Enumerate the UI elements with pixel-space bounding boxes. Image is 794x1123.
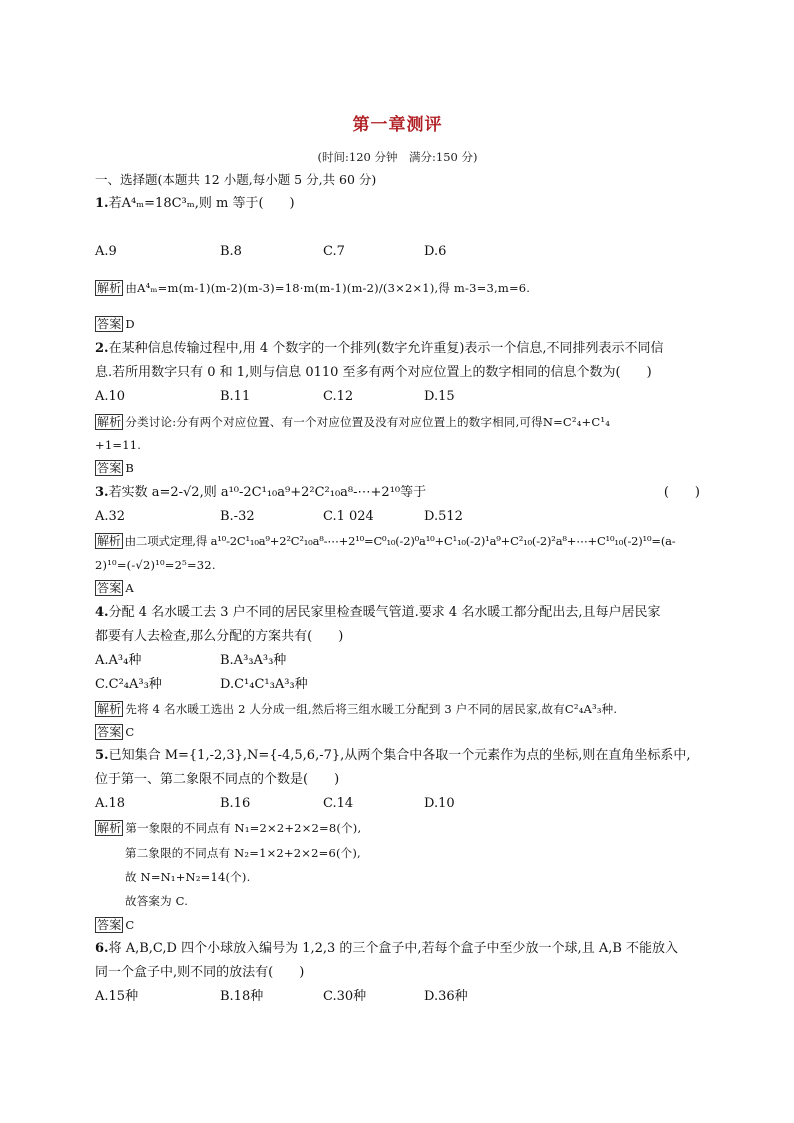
answer-tag: 答案 <box>97 725 122 739</box>
analysis-5-line-2: 第二象限的不同点有 N₂=1×2+2×2=6(个), <box>125 846 361 860</box>
option-c: C.30种 <box>323 989 367 1004</box>
answer-value: A <box>125 581 134 595</box>
question-5-stem: 已知集合 M={1,-2,3},N={-4,5,6,-7},从两个集合中各取一个元素作为点的坐标,则在直角坐标系中, <box>108 748 691 763</box>
question-6-stem-line-2: 同一个盒子中,则不同的放法有( ) <box>95 965 305 980</box>
option-a: A.A³₄种 <box>95 653 142 668</box>
question-2-stem-line-2: 息.若所用数字只有 0 和 1,则与信息 0110 至多有两个对应位置上的数字相同的信息个数为( ) <box>95 365 652 380</box>
question-number: 3. <box>95 485 109 500</box>
option-b: B.16 <box>220 796 251 811</box>
option-d: D.15 <box>424 389 455 404</box>
option-a: A.9 <box>95 244 117 259</box>
option-c: C.7 <box>323 244 345 259</box>
analysis-text: 由A⁴ₘ=m(m-1)(m-2)(m-3)=18·m(m-1)(m-2)/(3×2×1),得 m-3=3,m=6. <box>125 281 531 295</box>
question-6 <box>95 941 678 957</box>
question-number: 6. <box>95 941 109 956</box>
answer-3 <box>95 580 134 596</box>
option-d: D.6 <box>424 244 447 259</box>
option-b: B.A³₃A³₃种 <box>220 653 287 668</box>
option-a: A.10 <box>95 389 126 404</box>
analysis-5-line-3: 故 N=N₁+N₂=14(个). <box>125 870 251 884</box>
option-d: D.10 <box>424 796 455 811</box>
analysis-5-line-4: 故答案为 C. <box>125 894 189 908</box>
option-b: B.11 <box>220 389 251 404</box>
question-2 <box>95 341 664 357</box>
analysis-tag: 解析 <box>97 281 122 295</box>
question-5 <box>95 748 691 764</box>
analysis-text: 由二项式定理,得 a¹⁰-2C¹₁₀a⁹+2²C²₁₀a⁸-⋯+2¹⁰=C⁰₁₀(-2)⁰a¹⁰+C¹₁₀(-2)¹a⁹+C²₁₀(-2)²a⁸+⋯+C¹⁰₁₀(-2)¹⁰=(a- <box>124 534 676 548</box>
question-3-stem: 若实数 a=2-√2,则 a¹⁰-2C¹₁₀a⁹+2²C²₁₀a⁸-⋯+2¹⁰等于 <box>108 485 427 500</box>
question-4 <box>95 605 660 621</box>
analysis-5 <box>95 820 361 836</box>
option-d: D.C¹₄C¹₃A³₃种 <box>220 677 308 692</box>
question-1 <box>95 196 295 212</box>
question-number: 5. <box>95 748 109 763</box>
question-5-stem-line-2: 位于第一、第二象限不同点的个数是( ) <box>95 772 340 787</box>
exam-info: (时间:120 分钟 满分:150 分) <box>317 150 478 164</box>
answer-tag: 答案 <box>97 317 122 331</box>
question-number: 1. <box>95 196 109 211</box>
page-title: 第一章测评 <box>352 115 443 135</box>
question-number: 4. <box>95 605 109 620</box>
analysis-tag: 解析 <box>97 534 121 548</box>
answer-tag: 答案 <box>97 581 122 595</box>
question-3 <box>95 485 700 501</box>
option-a: A.18 <box>95 796 126 811</box>
option-c: C.14 <box>323 796 354 811</box>
option-a: A.15种 <box>95 989 139 1004</box>
analysis-text: 先将 4 名水暖工选出 2 人分成一组,然后将三组水暖工分配到 3 户不同的居民家,故有C²₄A³₃种. <box>125 702 618 716</box>
analysis-text: 第一象限的不同点有 N₁=2×2+2×2=8(个), <box>125 821 362 835</box>
section-heading: 一、选择题(本题共 12 小题,每小题 5 分,共 60 分) <box>95 172 377 187</box>
answer-value: D <box>125 317 135 331</box>
answer-value: C <box>125 725 135 739</box>
answer-1 <box>95 316 135 332</box>
question-number: 2. <box>95 341 109 356</box>
answer-value: B <box>125 461 135 475</box>
analysis-4 <box>95 701 617 717</box>
option-b: B.-32 <box>220 509 255 524</box>
option-a: A.32 <box>95 509 126 524</box>
question-4-stem: 分配 4 名水暖工去 3 户不同的居民家里检查暖气管道.要求 4 名水暖工都分配出去,且每户居民家 <box>108 605 661 620</box>
question-1-stem: 若A⁴ₘ=18C³ₘ,则 m 等于( ) <box>108 196 295 211</box>
option-d: D.512 <box>424 509 463 524</box>
option-c: C.C²₄A³₃种 <box>95 677 162 692</box>
option-b: B.18种 <box>220 989 264 1004</box>
analysis-2 <box>95 414 610 430</box>
answer-tag: 答案 <box>97 461 122 475</box>
answer-tag: 答案 <box>97 918 122 932</box>
option-b: B.8 <box>220 244 242 259</box>
analysis-1 <box>95 280 530 296</box>
question-6-stem: 将 A,B,C,D 四个小球放入编号为 1,2,3 的三个盒子中,若每个盒子中至少放一个球,且 A,B 不能放入 <box>108 941 679 956</box>
analysis-2-line-2: +1=11. <box>95 438 142 452</box>
analysis-text: 分类讨论:分有两个对应位置、有一个对应位置及没有对应位置上的数字相同,可得N=C²₄+C¹₄ <box>125 415 611 429</box>
answer-2 <box>95 460 134 476</box>
analysis-tag: 解析 <box>97 821 122 835</box>
analysis-3-line-2: 2)¹⁰=(-√2)¹⁰=2⁵=32. <box>95 558 216 572</box>
analysis-3 <box>95 533 675 549</box>
question-4-stem-line-2: 都要有人去检查,那么分配的方案共有( ) <box>95 629 344 644</box>
answer-5 <box>95 917 134 933</box>
answer-value: C <box>125 918 135 932</box>
option-d: D.36种 <box>424 989 468 1004</box>
analysis-tag: 解析 <box>97 702 122 716</box>
answer-4 <box>95 724 134 740</box>
option-c: C.1 024 <box>323 509 374 524</box>
option-c: C.12 <box>323 389 354 404</box>
question-2-stem: 在某种信息传输过程中,用 4 个数字的一个排列(数字允许重复)表示一个信息,不同排列表示不同信 <box>108 341 664 356</box>
analysis-tag: 解析 <box>97 415 122 429</box>
answer-paren: ( ) <box>663 485 700 500</box>
